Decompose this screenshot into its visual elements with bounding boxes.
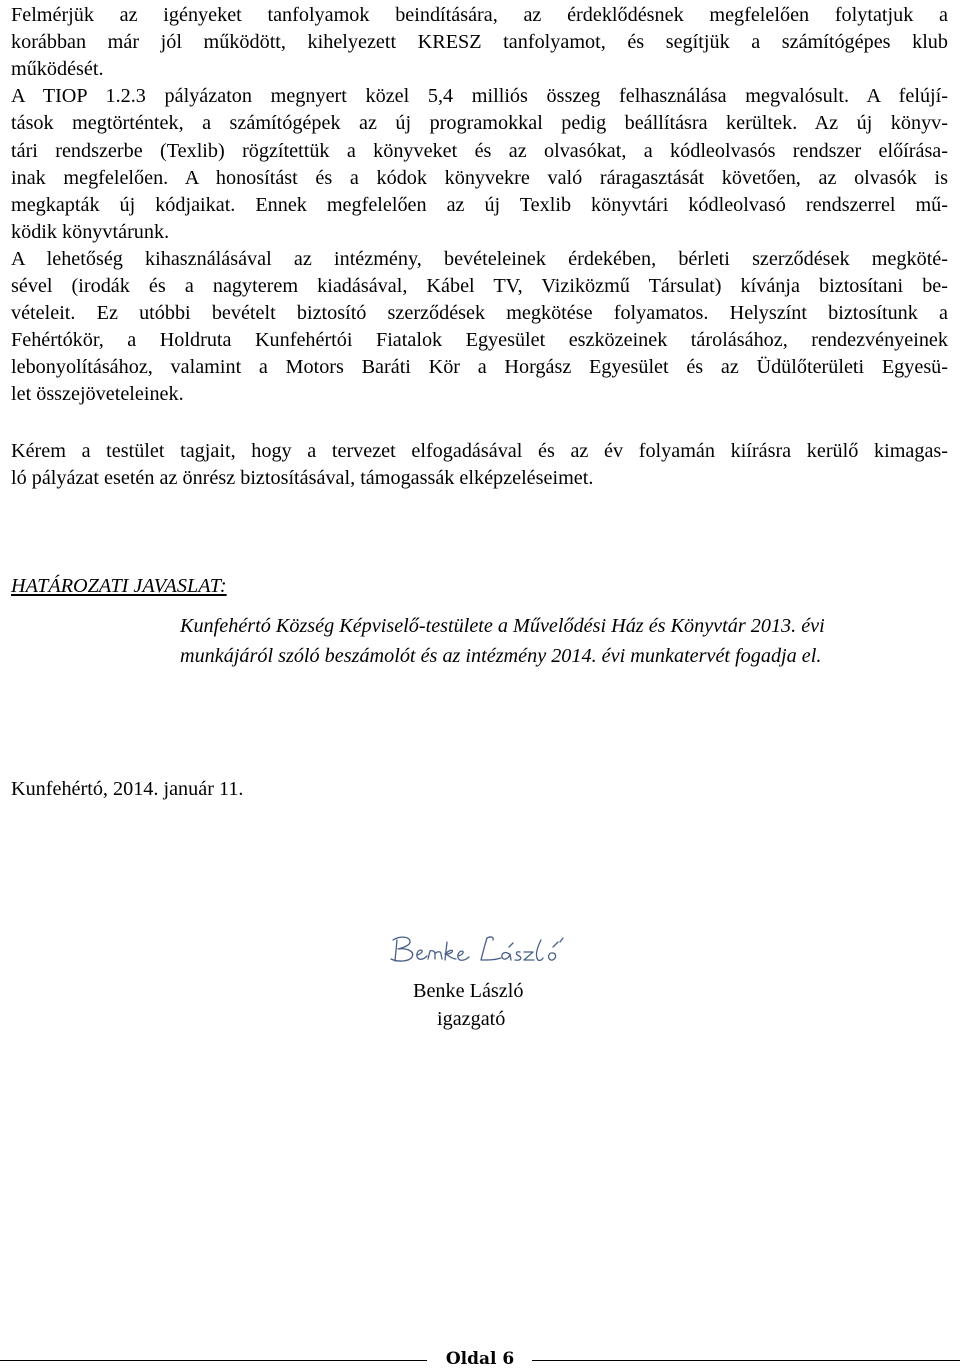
body-line: inak megfelelően. A honosítást és a kódok könyvekre való ráragasztását követően, az olvasók is (11, 167, 948, 189)
body-line: Fehértókör, a Holdruta Kunfehértói Fiatalok Egyesület eszközeinek tárolásához, rendezvényeinek (11, 329, 948, 351)
body-line: sével (irodák és a nagyterem kiadásával, Kábel TV, Viziközmű Társulat) kívánja biztosítani be- (11, 275, 948, 297)
body-line: lebonyolításához, valamint a Motors Baráti Kör a Horgász Egyesület és az Üdülőterületi Egyesü- (11, 356, 948, 378)
request-line: ló pályázat esetén az önrész biztosításával, támogassák elképzeléseimet. (11, 467, 594, 489)
signer-role: igazgató (437, 1008, 506, 1030)
body-line: ködik könyvtárunk. (11, 221, 170, 243)
resolution-line: Kunfehértó Község Képviselő-testülete a Művelődési Ház és Könyvtár 2013. évi (180, 615, 825, 637)
resolution-title: HATÁROZATI JAVASLAT: (11, 575, 227, 597)
body-line: A TIOP 1.2.3 pályázaton megnyert közel 5,4 milliós összeg felhasználása megvalósult. A felújí- (11, 85, 948, 107)
body-line: vételeit. Ez utóbbi bevételt biztosító szerződések megkötése folyamatos. Helyszínt biztosítunk a (11, 302, 948, 324)
request-line: Kérem a testület tagjait, hogy a tervezet elfogadásával és az év folyamán kiírásra kerülő kimagas- (11, 440, 948, 462)
body-line: A lehetőség kihasználásával az intézmény, bevételeinek érdekében, bérleti szerződések megköté- (11, 248, 948, 270)
dateline: Kunfehértó, 2014. január 11. (11, 778, 244, 800)
page-number: Oldal 6 (440, 1349, 520, 1369)
body-line: tások megtörténtek, a számítógépek az új programokkal pedig beállításra kerültek. Az új könyv- (11, 112, 948, 134)
handwritten-signature (385, 930, 575, 972)
body-line: megkapták új kódjaikat. Ennek megfelelően az új Texlib könyvtári kódleolvasó rendszerrel mű- (11, 194, 948, 216)
resolution-line: munkájáról szóló beszámolót és az intézmény 2014. évi munkatervét fogadja el. (180, 645, 822, 667)
body-line: korábban már jól működött, kihelyezett KRESZ tanfolyamot, és segítjük a számítógépes klub (11, 31, 948, 53)
signer-name: Benke László (413, 980, 524, 1002)
body-line: Felmérjük az igényeket tanfolyamok beindítására, az érdeklődésnek megfelelően folytatjuk a (11, 4, 948, 26)
body-line: működését. (11, 58, 104, 80)
body-line: let összejöveteleinek. (11, 383, 184, 405)
body-line: tári rendszerbe (Texlib) rögzítettük a könyveket és az olvasókat, a kódleolvasós rendszer előírása- (11, 140, 948, 162)
